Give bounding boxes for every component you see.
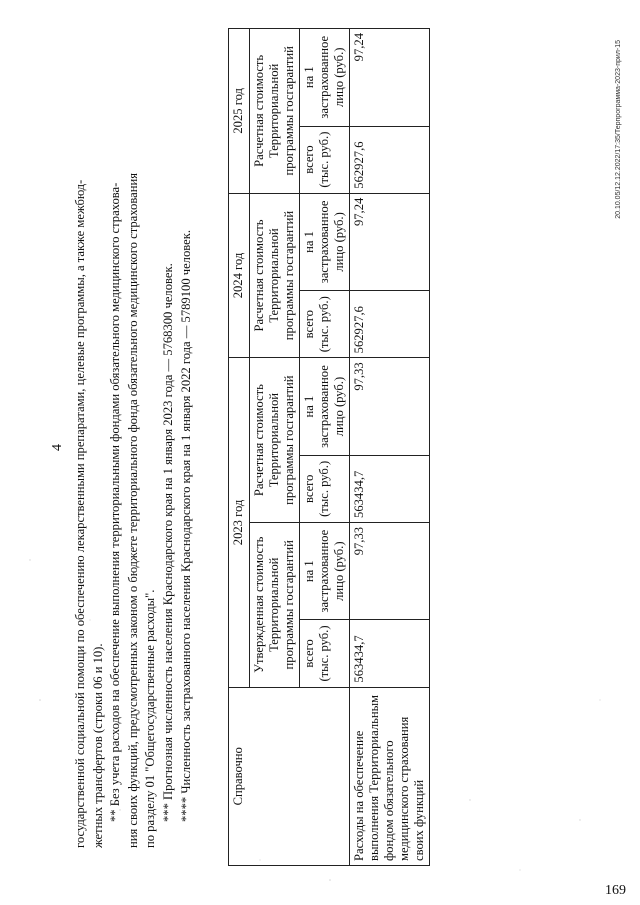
subheader-total: всего (тыс. руб.) (300, 455, 350, 522)
subheader-total: всего (тыс. руб.) (300, 620, 350, 687)
header-reference: Справочно (229, 687, 350, 865)
page-number-bottom: 169 (605, 883, 626, 898)
table-row (350, 29, 430, 866)
header-estimated-cost-2024: Расчетная стоимость Территориальной программы госгарантий (250, 193, 300, 358)
header-2025: 2025 год (229, 29, 250, 194)
document-stamp: 20.10.05/12.12.2022/17:35/Терпрограмма-2023-прил-15 (615, 40, 622, 219)
cell-approved-2023-per: 97,33 (350, 522, 430, 619)
reference-table (228, 28, 430, 866)
footnote-line: по разделу 01 "Общегосударственные расходы". (143, 589, 158, 848)
cell-estimated-2023-per: 97,33 (350, 358, 430, 455)
subheader-total: всего (тыс. руб.) (300, 126, 350, 193)
subheader-total: всего (тыс. руб.) (300, 291, 350, 358)
cell-estimated-2023-total: 563434,7 (350, 455, 430, 522)
cell-approved-2023-total: 563434,7 (350, 620, 430, 687)
cell-estimated-2024-per: 97,24 (350, 193, 430, 290)
header-estimated-cost-2023: Расчетная стоимость Территориальной программы госгарантий (250, 358, 300, 523)
header-estimated-cost-2025: Расчетная стоимость Территориальной программы госгарантий (250, 29, 300, 194)
header-2023: 2023 год (229, 358, 250, 687)
footnote-line: ** Без учета расходов на обеспечение выполнения территориальными фондами обязательного медицинского страхова- (108, 182, 123, 822)
header-2024: 2024 год (229, 193, 250, 358)
subheader-per-insured: на 1 застрахованное лицо (руб.) (300, 29, 350, 127)
footnote-line: ния своих функций, предусмотренных законом о бюджете территориального фонда обязательного медицинского страхования (125, 173, 140, 848)
footnotes-block (72, 18, 195, 848)
rotated-page-content (48, 0, 588, 876)
header-approved-cost-2023: Утвержденная стоимость Территориальной программы госгарантий (250, 522, 300, 687)
row-label: Расходы на обеспечение выполнения Территориальным фондом обязательного медицинского страхования своих функций (350, 687, 430, 865)
footnote-line: **** Численность застрахованного населения Краснодарского края на 1 января 2022 года — 5789100 человек. (178, 230, 193, 822)
cell-estimated-2025-total: 562927,6 (350, 126, 430, 193)
cell-estimated-2025-per: 97,24 (350, 29, 430, 127)
subheader-per-insured: на 1 застрахованное лицо (руб.) (300, 358, 350, 455)
footnote-line: *** Прогнозная численность населения Краснодарского края на 1 января 2023 года — 5768300 человек. (160, 263, 175, 822)
footnote-line: жетных трансфертов (строки 06 и 10). (90, 643, 105, 848)
footnote-line: государственной социальной помощи по обеспечению лекарственными препаратами, целевые программы, а также межбюд- (73, 179, 87, 848)
page-number-top: 4 (50, 444, 65, 451)
cell-estimated-2024-total: 562927,6 (350, 291, 430, 358)
subheader-per-insured: на 1 застрахованное лицо (руб.) (300, 193, 350, 290)
subheader-per-insured: на 1 застрахованное лицо (руб.) (300, 522, 350, 619)
